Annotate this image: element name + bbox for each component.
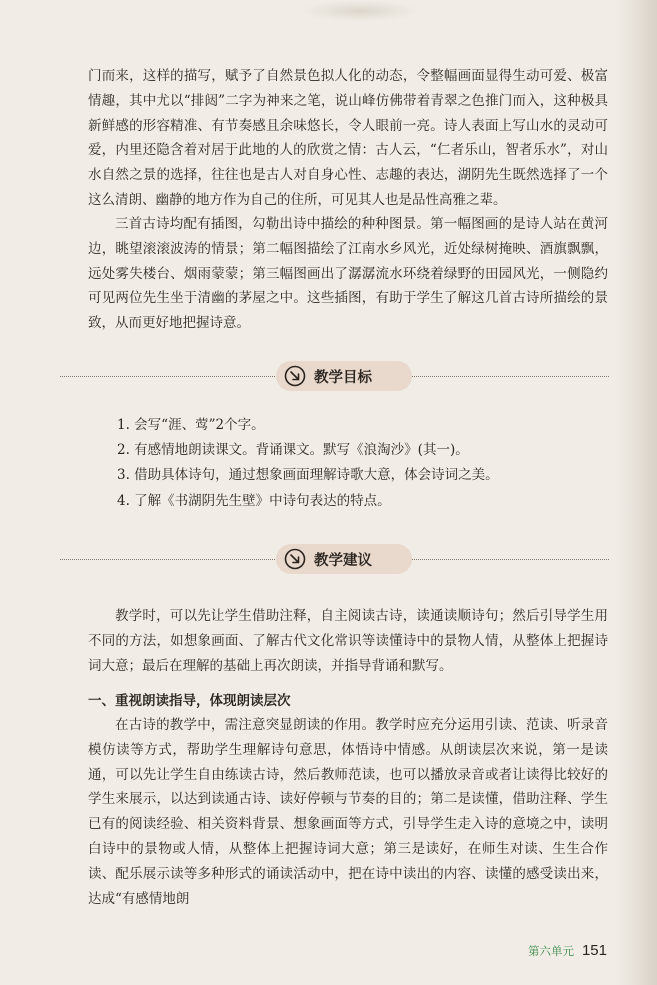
arrow-circle-icon (284, 548, 306, 570)
suggestions-paragraph: 教学时，可以先让学生借助注释，自主阅读古诗，读通读顺诗句；然后引导学生用不同的方法，如想象画面、了解古代文化常识等读懂诗中的景物人情，从整体上把握诗词大意；最后在理解的基础上再次朗读，并指导背诵和默写。 (88, 608, 608, 674)
subsection-heading: 一、重视朗读指导，体现朗读层次 (88, 693, 291, 709)
goal-item: 4. 了解《书湖阴先生壁》中诗句表达的特点。 (117, 492, 391, 509)
page-edge-shadow (617, 0, 657, 985)
section-title-goals: 教学目标 (314, 369, 372, 386)
section-header-suggestions (276, 544, 412, 574)
section-title-suggestions: 教学建议 (314, 552, 372, 569)
arrow-circle-icon (284, 365, 306, 387)
goal-item: 3. 借助具体诗句，通过想象画面理解诗歌大意，体会诗词之美。 (117, 467, 499, 484)
goals-list (117, 413, 499, 514)
page-footer (528, 942, 607, 959)
page-number: 151 (581, 942, 607, 959)
goal-item: 2. 有感情地朗读课文。背诵课文。默写《浪淘沙》(其一)。 (117, 442, 469, 459)
intro-paragraph-1: 门而来，这样的描写，赋予了自然景色拟人化的动态，令整幅画面显得生动可爱、极富情趣，其中尤以“排闼”二字为神来之笔，说山峰仿佛带着青翠之色推门而入，这种极具新鲜感的形容精准、有节奏感且余味悠长，令人眼前一亮。诗人表面上写山水的灵动可爱，内里还隐含着对居于此地的人的欣赏之情：古人云，“仁者乐山，智者乐水”，对山水自然之景的选择，往往也是古人对自身心性、志趣的表达，湖阴先生既然选择了一个这么清朗、幽静的地方作为自己的住所，可见其人也是品性高雅之辈。 (88, 68, 608, 208)
page-stain (300, 0, 420, 22)
subsection-body: 在古诗的教学中，需注意突显朗读的作用。教学时应充分运用引读、范读、听录音模仿读等方式，帮助学生理解诗句意思，体悟诗中情感。从朗读层次来说，第一是读通，可以先让学生自由练读古诗，然后教师范读，也可以播放录音或者让读得比较好的学生来展示，以达到读通古诗、读好停顿与节奏的目的；第二是读懂，借助注释、学生已有的阅读经验、相关资料背景、想象画面等方式，引导学生走入诗的意境之中，读明白诗中的景物或人情，从整体上把握诗词大意；第三是读好，在师生对读、生生合作读、配乐展示读等多种形式的诵读活动中，把在诗中读出的内容、读懂的感受读出来，达成“有感情地朗 (88, 717, 608, 907)
section-header-goals (276, 361, 412, 391)
goal-item: 1. 会写“涯、莺”2个字。 (117, 417, 265, 433)
intro-paragraph-2: 三首古诗均配有插图，勾勒出诗中描绘的种种图景。第一幅图画的是诗人站在黄河边，眺望滚滚波涛的情景；第二幅图描绘了江南水乡风光，近处绿树掩映、酒旗飘飘，远处雾失楼台、烟雨蒙蒙；第三幅图画出了潺潺流水环绕着绿野的田园风光，一侧隐约可见两位先生坐于清幽的茅屋之中。这些插图，有助于学生了解这几首古诗所描绘的景致，从而更好地把握诗意。 (88, 216, 608, 332)
unit-label: 第六单元 (527, 944, 574, 958)
